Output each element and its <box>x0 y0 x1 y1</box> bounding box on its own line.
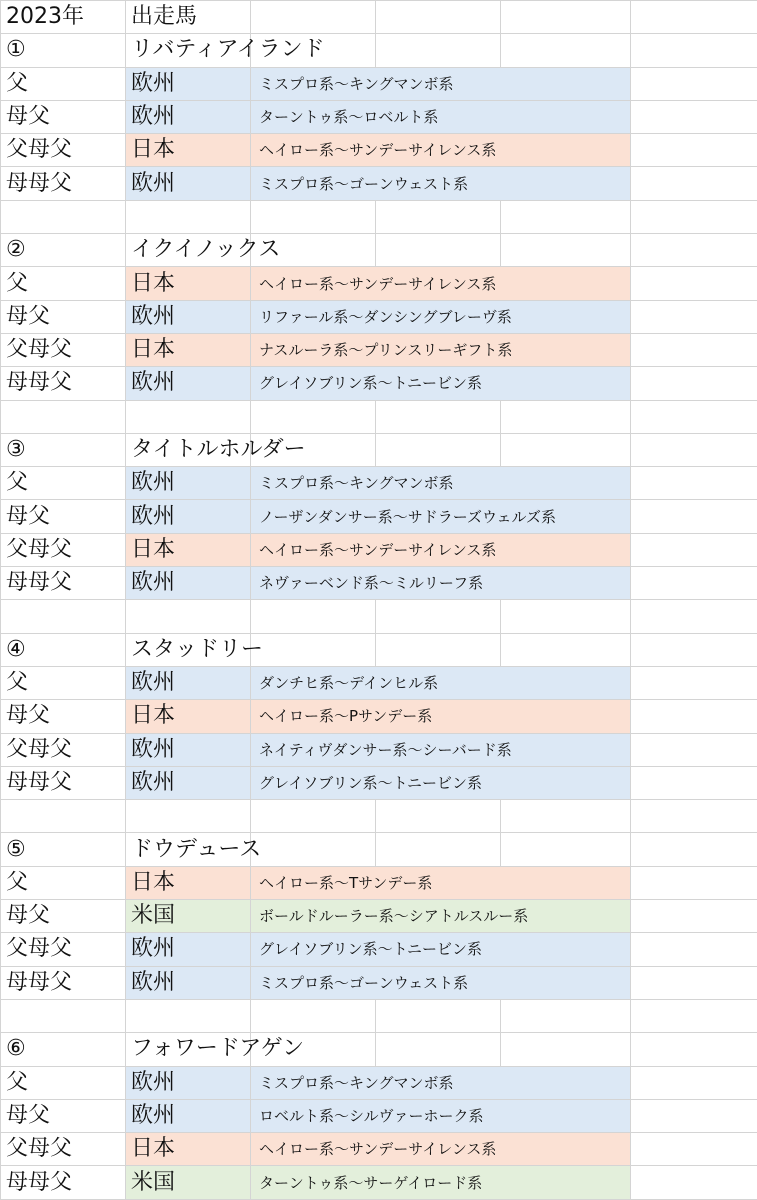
sire-line-cell[interactable]: リファール系〜ダンシングブレーヴ系 <box>251 300 631 333</box>
relation-cell[interactable]: 母父 <box>1 900 126 933</box>
entry-title-row <box>1 433 757 466</box>
empty-cell[interactable] <box>1 600 126 633</box>
empty-cell[interactable] <box>1 999 126 1032</box>
empty-cell[interactable] <box>501 200 631 233</box>
empty-cell[interactable] <box>631 800 757 833</box>
empty-cell[interactable] <box>501 999 631 1032</box>
empty-cell[interactable] <box>126 600 251 633</box>
region-cell[interactable]: 欧州 <box>126 1066 251 1099</box>
pedigree-row <box>1 866 757 899</box>
empty-cell[interactable] <box>631 567 757 600</box>
relation-cell[interactable]: 母父 <box>1 700 126 733</box>
relation-cell[interactable]: 母父 <box>1 300 126 333</box>
relation-cell[interactable]: 父母父 <box>1 1133 126 1166</box>
pedigree-row <box>1 100 757 133</box>
entry-number-cell[interactable]: ① <box>1 34 126 67</box>
horse-name-cell[interactable]: タイトルホルダー <box>126 433 251 466</box>
sire-line-cell[interactable]: ミスプロ系〜ゴーンウェスト系 <box>251 966 631 999</box>
sire-line-cell[interactable]: ヘイロー系〜サンデーサイレンス系 <box>251 267 631 300</box>
entry-number-cell[interactable]: ③ <box>1 433 126 466</box>
region-cell[interactable]: 日本 <box>126 866 251 899</box>
pedigree-row <box>1 966 757 999</box>
horse-name-cell[interactable]: ドウデュース <box>126 833 251 866</box>
region-cell[interactable]: 日本 <box>126 533 251 566</box>
empty-cell[interactable] <box>631 1033 757 1066</box>
entry-number-cell[interactable]: ⑤ <box>1 833 126 866</box>
empty-cell[interactable] <box>631 100 757 133</box>
entry-number-cell[interactable]: ② <box>1 234 126 267</box>
horse-name-cell[interactable]: フォワードアゲン <box>126 1033 251 1066</box>
empty-cell[interactable] <box>251 1 376 34</box>
region-cell[interactable]: 欧州 <box>126 500 251 533</box>
empty-cell[interactable] <box>251 200 376 233</box>
pedigree-row <box>1 533 757 566</box>
empty-cell[interactable] <box>631 134 757 167</box>
empty-cell[interactable] <box>631 1 757 34</box>
empty-cell[interactable] <box>501 34 631 67</box>
relation-cell[interactable]: 母母父 <box>1 966 126 999</box>
empty-cell[interactable] <box>631 866 757 899</box>
relation-cell[interactable]: 母母父 <box>1 167 126 200</box>
region-cell[interactable]: 欧州 <box>126 567 251 600</box>
sire-line-cell[interactable]: ボールドルーラー系〜シアトルスルー系 <box>251 900 631 933</box>
empty-cell[interactable] <box>631 267 757 300</box>
empty-cell[interactable] <box>501 600 631 633</box>
entry-number-cell[interactable]: ④ <box>1 633 126 666</box>
relation-cell[interactable]: 母父 <box>1 500 126 533</box>
pedigree-row <box>1 333 757 366</box>
spacer-row <box>1 800 757 833</box>
pedigree-row <box>1 67 757 100</box>
empty-cell[interactable] <box>631 733 757 766</box>
empty-cell[interactable] <box>251 600 376 633</box>
empty-cell[interactable] <box>501 833 631 866</box>
pedigree-row <box>1 1099 757 1132</box>
sire-line-cell[interactable]: グレイソブリン系〜トニービン系 <box>251 933 631 966</box>
entry-title-row <box>1 234 757 267</box>
region-cell[interactable]: 欧州 <box>126 666 251 699</box>
empty-cell[interactable] <box>631 766 757 799</box>
sire-line-cell[interactable]: グレイソブリン系〜トニービン系 <box>251 766 631 799</box>
empty-cell[interactable] <box>631 467 757 500</box>
empty-cell[interactable] <box>126 200 251 233</box>
empty-cell[interactable] <box>376 999 501 1032</box>
relation-cell[interactable]: 父 <box>1 267 126 300</box>
sire-line-cell[interactable]: ヘイロー系〜Pサンデー系 <box>251 700 631 733</box>
pedigree-row <box>1 1133 757 1166</box>
empty-cell[interactable] <box>631 500 757 533</box>
sire-line-cell[interactable]: ネイティヴダンサー系〜シーバード系 <box>251 733 631 766</box>
empty-cell[interactable] <box>501 800 631 833</box>
empty-cell[interactable] <box>631 999 757 1032</box>
empty-cell[interactable] <box>631 433 757 466</box>
empty-cell[interactable] <box>631 833 757 866</box>
empty-cell[interactable] <box>376 433 501 466</box>
relation-cell[interactable]: 母父 <box>1 100 126 133</box>
pedigree-row <box>1 367 757 400</box>
pedigree-row <box>1 900 757 933</box>
region-cell[interactable]: 欧州 <box>126 367 251 400</box>
year-cell[interactable]: 2023年 <box>1 1 126 34</box>
spacer-row <box>1 600 757 633</box>
sire-line-cell[interactable]: ターントゥ系〜サーゲイロード系 <box>251 1166 631 1200</box>
empty-cell[interactable] <box>251 633 376 666</box>
entry-number-cell[interactable]: ⑥ <box>1 1033 126 1066</box>
region-cell[interactable]: 日本 <box>126 333 251 366</box>
region-cell[interactable]: 欧州 <box>126 167 251 200</box>
region-cell[interactable]: 欧州 <box>126 300 251 333</box>
empty-cell[interactable] <box>631 633 757 666</box>
empty-cell[interactable] <box>251 400 376 433</box>
empty-cell[interactable] <box>631 67 757 100</box>
sire-line-cell[interactable]: ターントゥ系〜ロベルト系 <box>251 100 631 133</box>
relation-cell[interactable]: 母母父 <box>1 766 126 799</box>
region-cell[interactable]: 欧州 <box>126 733 251 766</box>
title-cell[interactable]: 出走馬 <box>126 1 251 34</box>
empty-cell[interactable] <box>126 800 251 833</box>
relation-cell[interactable]: 母母父 <box>1 1166 126 1200</box>
pedigree-row <box>1 1166 757 1200</box>
relation-cell[interactable]: 父 <box>1 67 126 100</box>
entry-title-row <box>1 1033 757 1066</box>
region-cell[interactable]: 米国 <box>126 1166 251 1200</box>
pedigree-row <box>1 733 757 766</box>
region-cell[interactable]: 欧州 <box>126 966 251 999</box>
empty-cell[interactable] <box>631 234 757 267</box>
entry-title-row <box>1 633 757 666</box>
pedigree-row <box>1 766 757 799</box>
pedigree-row <box>1 467 757 500</box>
relation-cell[interactable]: 父母父 <box>1 333 126 366</box>
empty-cell[interactable] <box>631 1166 757 1200</box>
sire-line-cell[interactable]: ミスプロ系〜ゴーンウェスト系 <box>251 167 631 200</box>
sire-line-cell[interactable]: ヘイロー系〜サンデーサイレンス系 <box>251 134 631 167</box>
pedigree-row <box>1 267 757 300</box>
empty-cell[interactable] <box>1 800 126 833</box>
sire-line-cell[interactable]: ナスルーラ系〜プリンスリーギフト系 <box>251 333 631 366</box>
entry-title-row <box>1 833 757 866</box>
region-cell[interactable]: 日本 <box>126 1133 251 1166</box>
empty-cell[interactable] <box>631 367 757 400</box>
empty-cell[interactable] <box>631 700 757 733</box>
sire-line-cell[interactable]: ヘイロー系〜Tサンデー系 <box>251 866 631 899</box>
empty-cell[interactable] <box>631 34 757 67</box>
empty-cell[interactable] <box>631 400 757 433</box>
region-cell[interactable]: 欧州 <box>126 100 251 133</box>
relation-cell[interactable]: 父 <box>1 467 126 500</box>
empty-cell[interactable] <box>631 333 757 366</box>
empty-cell[interactable] <box>501 234 631 267</box>
header-row <box>1 1 757 34</box>
sire-line-cell[interactable]: ミスプロ系〜キングマンボ系 <box>251 67 631 100</box>
spacer-row <box>1 200 757 233</box>
empty-cell[interactable] <box>501 1033 631 1066</box>
empty-cell[interactable] <box>376 633 501 666</box>
empty-cell[interactable] <box>631 600 757 633</box>
relation-cell[interactable]: 父 <box>1 866 126 899</box>
sire-line-cell[interactable]: ヘイロー系〜サンデーサイレンス系 <box>251 533 631 566</box>
empty-cell[interactable] <box>631 1133 757 1166</box>
sire-line-cell[interactable]: ミスプロ系〜キングマンボ系 <box>251 467 631 500</box>
relation-cell[interactable]: 父母父 <box>1 533 126 566</box>
empty-cell[interactable] <box>126 999 251 1032</box>
empty-cell[interactable] <box>631 1099 757 1132</box>
pedigree-row <box>1 300 757 333</box>
pedigree-row <box>1 134 757 167</box>
empty-cell[interactable] <box>501 400 631 433</box>
empty-cell[interactable] <box>376 234 501 267</box>
relation-cell[interactable]: 母母父 <box>1 367 126 400</box>
empty-cell[interactable] <box>501 1 631 34</box>
spacer-row <box>1 999 757 1032</box>
relation-cell[interactable]: 父母父 <box>1 733 126 766</box>
relation-cell[interactable]: 母母父 <box>1 567 126 600</box>
sire-line-cell[interactable]: ノーザンダンサー系〜サドラーズウェルズ系 <box>251 500 631 533</box>
empty-cell[interactable] <box>631 167 757 200</box>
sire-line-cell[interactable]: ダンチヒ系〜デインヒル系 <box>251 666 631 699</box>
region-cell[interactable]: 欧州 <box>126 766 251 799</box>
empty-cell[interactable] <box>631 900 757 933</box>
empty-cell[interactable] <box>501 633 631 666</box>
region-cell[interactable]: 欧州 <box>126 933 251 966</box>
horse-name-cell[interactable]: リバティアイランド <box>126 34 251 67</box>
empty-cell[interactable] <box>251 800 376 833</box>
pedigree-row <box>1 700 757 733</box>
empty-cell[interactable] <box>376 600 501 633</box>
pedigree-row <box>1 933 757 966</box>
empty-cell[interactable] <box>376 200 501 233</box>
empty-cell[interactable] <box>631 200 757 233</box>
relation-cell[interactable]: 母父 <box>1 1099 126 1132</box>
region-cell[interactable]: 日本 <box>126 700 251 733</box>
empty-cell[interactable] <box>631 1066 757 1099</box>
empty-cell[interactable] <box>631 533 757 566</box>
empty-cell[interactable] <box>631 666 757 699</box>
empty-cell[interactable] <box>631 300 757 333</box>
horse-name-cell[interactable]: スタッドリー <box>126 633 251 666</box>
sire-line-cell[interactable]: ロベルト系〜シルヴァーホーク系 <box>251 1099 631 1132</box>
empty-cell[interactable] <box>251 833 376 866</box>
entry-title-row <box>1 34 757 67</box>
region-cell[interactable]: 日本 <box>126 134 251 167</box>
sire-line-cell[interactable]: グレイソブリン系〜トニービン系 <box>251 367 631 400</box>
relation-cell[interactable]: 父母父 <box>1 134 126 167</box>
pedigree-row <box>1 500 757 533</box>
region-cell[interactable]: 欧州 <box>126 467 251 500</box>
region-cell[interactable]: 米国 <box>126 900 251 933</box>
region-cell[interactable]: 日本 <box>126 267 251 300</box>
relation-cell[interactable]: 父 <box>1 1066 126 1099</box>
sire-line-cell[interactable]: ネヴァーベンド系〜ミルリーフ系 <box>251 567 631 600</box>
horse-name-cell[interactable]: イクイノックス <box>126 234 251 267</box>
empty-cell[interactable] <box>376 1 501 34</box>
relation-cell[interactable]: 父 <box>1 666 126 699</box>
pedigree-row <box>1 567 757 600</box>
empty-cell[interactable] <box>376 400 501 433</box>
pedigree-row <box>1 1066 757 1099</box>
empty-cell[interactable] <box>631 933 757 966</box>
empty-cell[interactable] <box>376 1033 501 1066</box>
empty-cell[interactable] <box>501 433 631 466</box>
empty-cell[interactable] <box>376 800 501 833</box>
empty-cell[interactable] <box>376 34 501 67</box>
region-cell[interactable]: 欧州 <box>126 1099 251 1132</box>
pedigree-row <box>1 167 757 200</box>
sire-line-cell[interactable]: ヘイロー系〜サンデーサイレンス系 <box>251 1133 631 1166</box>
empty-cell[interactable] <box>376 833 501 866</box>
empty-cell[interactable] <box>1 400 126 433</box>
relation-cell[interactable]: 父母父 <box>1 933 126 966</box>
empty-cell[interactable] <box>126 400 251 433</box>
spacer-row <box>1 400 757 433</box>
empty-cell[interactable] <box>1 200 126 233</box>
sire-line-cell[interactable]: ミスプロ系〜キングマンボ系 <box>251 1066 631 1099</box>
region-cell[interactable]: 欧州 <box>126 67 251 100</box>
empty-cell[interactable] <box>251 999 376 1032</box>
pedigree-row <box>1 666 757 699</box>
empty-cell[interactable] <box>631 966 757 999</box>
